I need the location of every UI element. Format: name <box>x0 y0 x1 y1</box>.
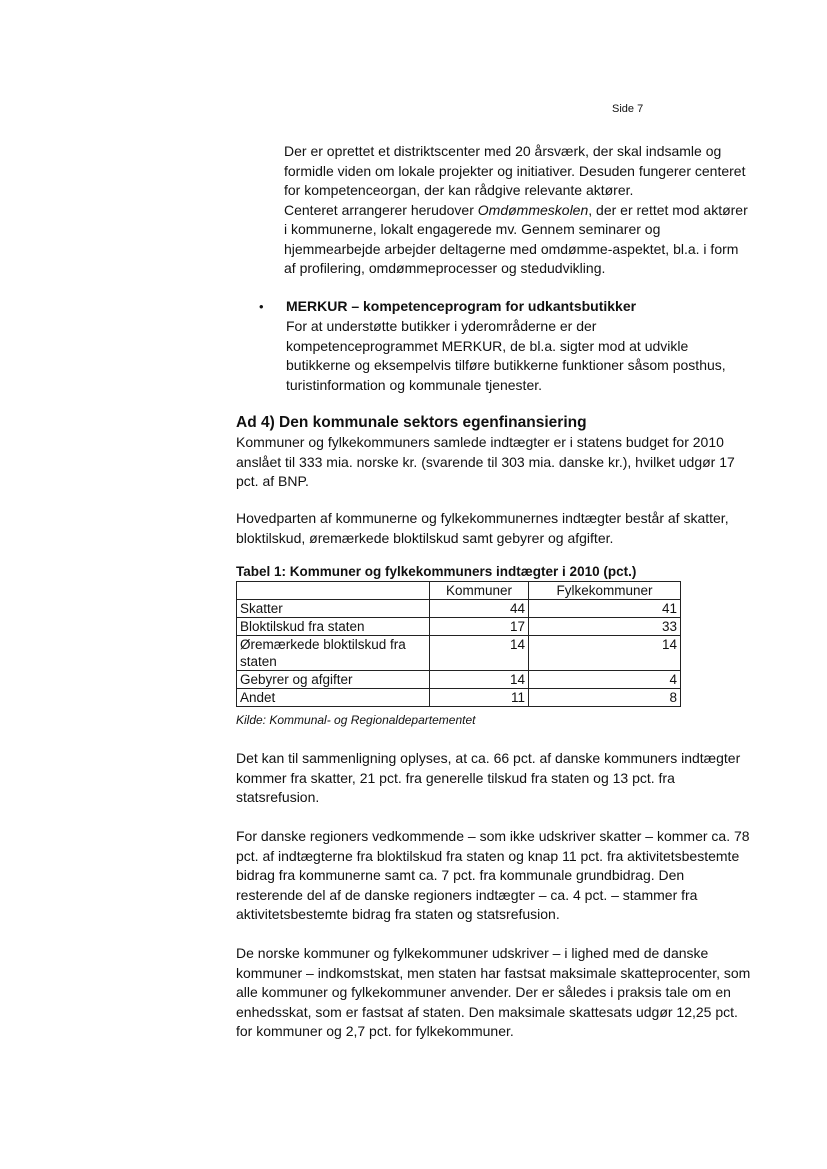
text-line: pct. af indtægterne fra bloktilskud fra staten og knap 11 pct. fra aktivitetsbestemte <box>236 847 740 864</box>
text-line: For at understøtte butikker i yderområderne er der <box>286 318 597 334</box>
text-line: anslået til 333 mia. norske kr. (svarende til 303 mia. danske kr.), hvilket udgør 17 <box>236 453 735 470</box>
text-line: for kompetenceorgan, der kan rådgive relevante aktører. <box>284 182 634 198</box>
table-row <box>237 618 681 636</box>
text-line: Det kan til sammenligning oplyses, at ca. 66 pct. af danske kommuners indtægter <box>236 750 741 766</box>
table-cell-label: Øremærkede bloktilskud fra staten <box>237 636 430 671</box>
emphasis-text: Omdømmeskolen <box>477 201 589 218</box>
table-cell-label: Skatter <box>237 600 430 618</box>
text-line: alle kommuner og fylkekommuner anvender. Der er således i praksis tale om en <box>236 984 731 1000</box>
bullet-icon: • <box>259 299 264 314</box>
text-line: Centeret arrangerer herudover Omdømmeskolen, der er rettet mod aktører <box>284 201 748 218</box>
danish-municipalities-paragraph <box>236 749 740 808</box>
table-row <box>237 671 681 689</box>
text-line: formidle viden om lokale projekter og initiativer. Desuden fungerer centeret <box>284 162 746 179</box>
table-cell-kommuner: 17 <box>430 618 529 636</box>
table-cell-kommuner: 14 <box>430 671 529 689</box>
page-number: Side 7 <box>612 103 644 115</box>
text-line: statsrefusion. <box>236 789 320 805</box>
text-line: for kommuner og 2,7 pct. for fylkekommuner. <box>236 1023 514 1039</box>
revenue-table <box>236 581 681 707</box>
table-title: Tabel 1: Kommuner og fylkekommuners indtægter i 2010 (pct.) <box>236 564 637 579</box>
table-cell-label: Andet <box>237 689 430 707</box>
revenue-composition-paragraph <box>236 509 729 548</box>
text-line: bidrag fra kommunerne samt ca. 7 pct. fra kommunale grundbidrag. Den <box>236 867 685 883</box>
text-line: Kommuner og fylkekommuners samlede indtægter er i statens budget for 2010 <box>236 434 724 450</box>
text-line: af profilering, omdømmeprocesser og stedudvikling. <box>284 260 606 276</box>
text-line: kompetenceprogrammet MERKUR, de bl.a. sigter mod at udvikle <box>286 337 689 354</box>
table-cell-fylkekommuner: 14 <box>529 636 681 671</box>
text-line: Der er oprettet et distriktscenter med 20 årsværk, der skal indsamle og <box>284 143 722 159</box>
revenue-intro-paragraph <box>236 433 735 492</box>
table-header-row <box>237 582 681 600</box>
text-line: kommuner – indkomstskat, men staten har fastsat maksimale skatteprocenter, som <box>236 964 751 981</box>
merkur-heading: MERKUR – kompetenceprogram for udkantsbutikker <box>286 298 637 314</box>
text-line: bloktilskud, øremærkede bloktilskud samt gebyrer og afgifter. <box>236 529 614 546</box>
table-header-kommuner: Kommuner <box>430 582 529 600</box>
table-header-fylkekommuner: Fylkekommuner <box>529 582 681 600</box>
intro-paragraph <box>284 142 748 279</box>
text-line: enhedsskat, som er fastsat af staten. Den maksimale skattesats udgør 12,25 pct. <box>236 1003 738 1020</box>
text-line: For danske regioners vedkommende – som ikke udskriver skatter – kommer ca. 78 <box>236 828 750 844</box>
text-line: aktivitetsbestemte bidrag fra staten og statsrefusion. <box>236 906 560 922</box>
table-row <box>237 600 681 618</box>
text-line: turistinformation og kommunale tjenester. <box>286 376 543 393</box>
table-cell-fylkekommuner: 4 <box>529 671 681 689</box>
text-line: De norske kommuner og fylkekommuner udskriver – i lighed med de danske <box>236 945 709 961</box>
section-heading: Ad 4) Den kommunale sektors egenfinansiering <box>236 414 587 431</box>
text-line: kommer fra skatter, 21 pct. fra generelle tilskud fra staten og 13 pct. fra <box>236 769 675 786</box>
text-line: pct. af BNP. <box>236 473 309 489</box>
text-line: resterende del af de danske regioners indtægter – ca. 4 pct. – stammer fra <box>236 886 698 903</box>
table-row <box>237 689 681 707</box>
table-cell-label: Bloktilskud fra staten <box>237 618 430 636</box>
text-line: butikkerne og eksempelvis tilføre butikkerne funktioner såsom posthus, <box>286 357 726 373</box>
table-row <box>237 636 681 671</box>
merkur-paragraph <box>286 317 726 395</box>
danish-regions-paragraph <box>236 827 750 925</box>
table-cell-kommuner: 11 <box>430 689 529 707</box>
table-source: Kilde: Kommunal- og Regionaldepartementet <box>236 713 476 727</box>
text-line: Hovedparten af kommunerne og fylkekommunernes indtægter består af skatter, <box>236 510 729 526</box>
table-header-cell <box>237 582 430 600</box>
norwegian-tax-paragraph <box>236 944 750 1042</box>
table-body <box>237 600 681 707</box>
table-cell-fylkekommuner: 33 <box>529 618 681 636</box>
table-cell-fylkekommuner: 8 <box>529 689 681 707</box>
table-cell-kommuner: 14 <box>430 636 529 671</box>
table-cell-kommuner: 44 <box>430 600 529 618</box>
table-cell-label: Gebyrer og afgifter <box>237 671 430 689</box>
text-line: i kommunerne, lokalt engagerede mv. Gennem seminarer og <box>284 221 661 237</box>
table-cell-fylkekommuner: 41 <box>529 600 681 618</box>
text-line: hjemmearbejde arbejder deltagerne med omdømme-aspektet, bl.a. i form <box>284 240 739 257</box>
